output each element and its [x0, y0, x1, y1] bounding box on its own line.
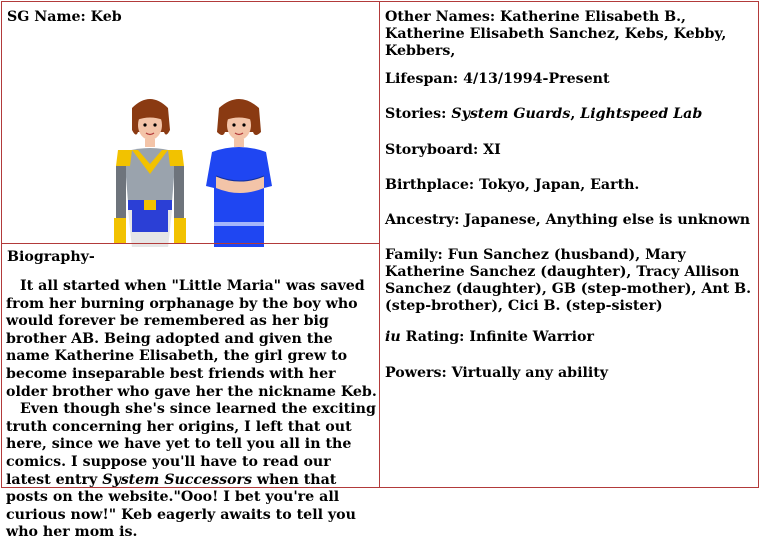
- birthplace: Birthplace: Tokyo, Japan, Earth.: [385, 177, 640, 193]
- powers: Powers: Virtually any ability: [385, 365, 609, 381]
- story-system-guards: System Guards: [451, 106, 571, 122]
- info-cell: [379, 1, 759, 488]
- iu-mark: iu: [385, 329, 401, 345]
- family: Family: Fun Sanchez (husband), Mary Katherine Sanchez (daughter), Tracy Allison Sanchez (daughter), GB (step-mother), Ant B. (step-brother), Cici B. (step-sister): [385, 247, 752, 314]
- biography-paragraph-1: It all started when "Little Maria" was saved from her burning orphanage by the boy who would forever be remembered as her big brother AB. Being adopted and given the name Katherine Elisabeth, the girl grew to become inseparable best friends with her older brother who gave her the nickname Keb.: [6, 278, 377, 400]
- biography-text: [6, 278, 378, 542]
- story-lightspeed-lab: Lightspeed Lab: [580, 106, 703, 122]
- keb-casual-figure: [206, 99, 272, 247]
- biography-cell: [1, 243, 380, 541]
- system-successors-title: System Successors: [102, 471, 252, 488]
- biography-heading: Biography-: [7, 249, 95, 265]
- biography-p2-end: when that posts on the website."Ooo! I bet you're all curious now!" Keb eagerly awaits to tell you who her mom is.: [6, 471, 356, 541]
- other-names: Other Names: Katherine Elisabeth B., Katherine Elisabeth Sanchez, Kebs, Kebby, Kebbers,: [385, 9, 727, 59]
- biography-p2-start: Even though she's since learned the exciting truth concerning her origins, I left that out here, since we have yet to tell you all in the comics. I suppose you'll have to read our latest entry: [6, 401, 376, 488]
- lifespan: Lifespan: 4/13/1994-Present: [385, 71, 610, 87]
- name-cell: [1, 1, 380, 244]
- rating-text: Rating: Infinite Warrior: [400, 329, 594, 345]
- ancestry: Ancestry: Japanese, Anything else is unknown: [385, 212, 751, 228]
- biography-paragraph-2: [6, 401, 378, 542]
- character-illustration: [102, 92, 292, 247]
- stories-separator: ,: [570, 106, 581, 122]
- storyboard: Storyboard: XI: [385, 142, 501, 158]
- keb-armored-figure: [114, 99, 186, 247]
- stories: [385, 106, 757, 123]
- stories-label: Stories:: [385, 106, 452, 122]
- rating: [385, 329, 757, 346]
- sg-name: SG Name: Keb: [7, 9, 122, 25]
